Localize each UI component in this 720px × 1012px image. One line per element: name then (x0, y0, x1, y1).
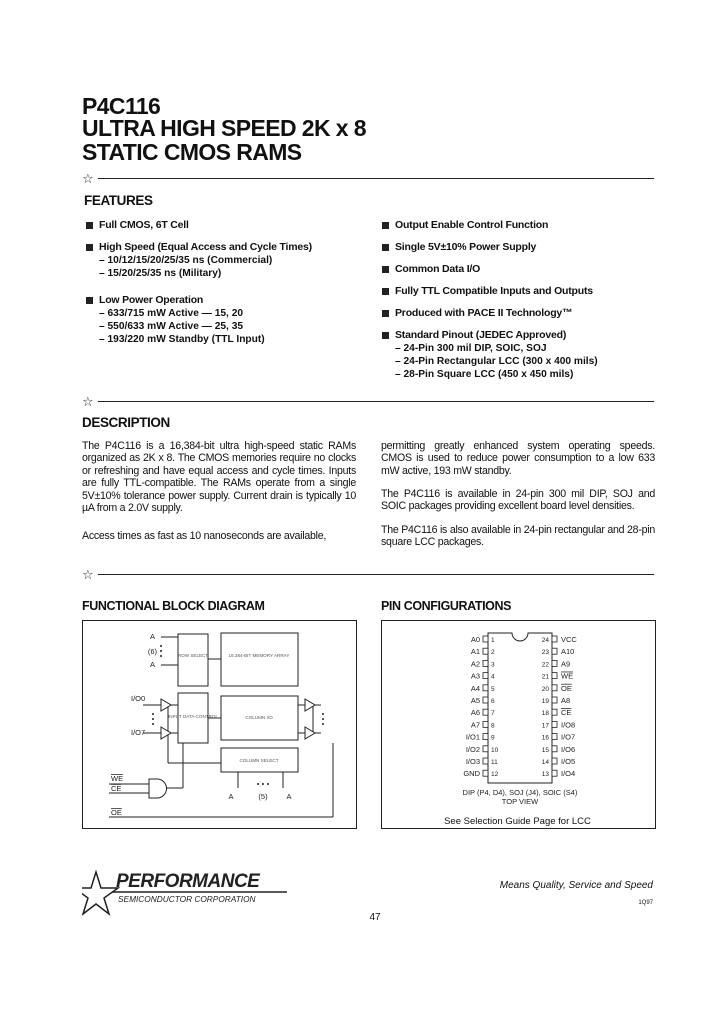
pin-name: I/O2 (465, 744, 480, 754)
pin-number: 14 (541, 759, 549, 766)
bullet-icon (382, 266, 389, 273)
logo-subtext: SEMICONDUCTOR CORPORATION (118, 894, 256, 904)
description-left-p1: The P4C116 is a 16,384-bit ultra high-speed static RAMs organized as 2K x 8. The CMOS memories require no clocks or refreshing and have equal access and cycle times. Inputs are fully TTL-compatible. The RAMs operate from a single 5V±10% tolerance power supply. Current drain is typically 10 µA from a 2.0V supply. (82, 440, 356, 515)
ce-label: CE (111, 784, 122, 793)
description-heading: DESCRIPTION (82, 415, 170, 430)
bullet-icon (86, 297, 93, 304)
pin-name: A10 (561, 647, 575, 657)
pin-number: 8 (491, 722, 495, 730)
bullet-icon (382, 310, 389, 317)
pin-name: I/O8 (561, 720, 576, 730)
pin-name: I/O3 (465, 757, 480, 766)
pin-stub (552, 685, 557, 691)
bullet-icon (382, 332, 389, 339)
pin-number: 1 (491, 637, 495, 644)
lcc-note: See Selection Guide Page for LCC (444, 816, 591, 827)
row-select-block (178, 634, 208, 686)
io7-label: I/O7 (131, 728, 146, 737)
feature-label: Produced with PACE II Technology™ (395, 307, 573, 319)
pin-stub (483, 746, 488, 752)
pin-name: A1 (470, 647, 480, 657)
pin-name: A3 (470, 671, 480, 681)
pin-stub (552, 746, 557, 752)
logo-text: PERFORMANCE (116, 871, 260, 892)
io0-label: I/O0 (131, 694, 146, 703)
input-buffer-icon (161, 727, 171, 739)
description-right-p2: The P4C116 is available in 24-pin 300 mil DIP, SOJ and SOIC packages providing excellent board level densities. (381, 488, 655, 513)
pin-name: A8 (561, 696, 571, 705)
addr-label-bottom: A (149, 660, 155, 669)
description-right-p3: The P4C116 is also available in 24-pin rectangular and 28-pin square LCC packages. (381, 524, 655, 549)
pin-stub (483, 734, 488, 740)
pin-name: GND (463, 769, 480, 779)
pin-number: 11 (491, 759, 498, 766)
pin-name: A2 (470, 659, 480, 669)
feature-item (84, 294, 374, 346)
pin-stub (483, 697, 488, 703)
we-label: WE (111, 774, 124, 783)
feature-sub: – 193/220 mW Standby (TTL Input) (99, 334, 265, 345)
doc-code: 1Q97 (638, 900, 653, 906)
feature-label: Fully TTL Compatible Inputs and Outputs (395, 285, 593, 297)
pin-name: A4 (470, 683, 480, 693)
pin-number: 20 (541, 685, 549, 693)
pin-stub (552, 648, 557, 654)
pin-number: 13 (541, 771, 549, 779)
pin-number: 10 (491, 746, 499, 754)
memory-array-block (221, 633, 298, 686)
feature-item (380, 241, 680, 254)
star-icon: ☆ (82, 394, 94, 409)
pin-number: 7 (491, 710, 495, 718)
pin-number: 6 (491, 698, 495, 705)
pin-config (381, 620, 656, 829)
feature-item (380, 307, 680, 320)
part-number: P4C116 (82, 93, 161, 119)
feature-item (380, 285, 680, 298)
pin-number: 12 (491, 771, 499, 779)
pin-name: I/O1 (465, 732, 480, 742)
features-heading: FEATURES (84, 193, 153, 208)
feature-label: Output Enable Control Function (395, 219, 549, 231)
feature-sub: – 15/20/25/35 ns (Military) (99, 268, 222, 279)
pin-stub (483, 758, 488, 764)
memory-array-label: 16,384-BIT MEMORY ARRAY (228, 653, 290, 658)
feature-item (84, 241, 374, 280)
pin-stub (552, 660, 557, 666)
feature-label: Common Data I/O (395, 263, 481, 275)
pin-stub (552, 636, 557, 642)
bullet-icon (86, 222, 93, 229)
block-diagram (82, 620, 357, 829)
pin-name: I/O4 (561, 769, 576, 779)
pin-name: A5 (470, 696, 480, 705)
feature-item (380, 263, 680, 276)
pin-name: I/O6 (561, 744, 576, 754)
bullet-icon (382, 288, 389, 295)
description-right-p1: permitting greatly enhanced system operating speeds. CMOS is used to reduce power consumption to a low 633 mW active, 193 mW standby. (381, 440, 655, 477)
pin-name: I/O5 (561, 757, 576, 766)
pin-number: 15 (541, 746, 549, 754)
logo-star-icon (82, 872, 118, 914)
pin-name: I/O7 (561, 732, 576, 742)
pin-stub (483, 673, 488, 679)
oe-label: OE (111, 808, 122, 817)
pin-number: 18 (541, 710, 549, 718)
company-logo (82, 868, 292, 918)
divider (98, 401, 654, 402)
pin-number: 4 (491, 673, 495, 681)
divider (98, 574, 654, 575)
pin-stub (483, 648, 488, 654)
pin-number: 19 (541, 698, 549, 705)
pin-number: 2 (491, 649, 495, 657)
page-number: 47 (369, 912, 381, 923)
feature-label: Standard Pinout (JEDEC Approved) (395, 329, 567, 341)
pin-number: 9 (491, 734, 495, 742)
feature-label: High Speed (Equal Access and Cycle Times) (99, 241, 312, 253)
pin-stub (552, 721, 557, 727)
col-addr-label-right: A (286, 792, 292, 801)
pin-name: A6 (470, 708, 480, 718)
feature-sub: – 10/12/15/20/25/35 ns (Commercial) (99, 255, 273, 266)
feature-label: Full CMOS, 6T Cell (99, 219, 189, 231)
pin-stub (483, 721, 488, 727)
pin-stub (483, 709, 488, 715)
row-count: (6) (147, 647, 157, 656)
pin-name: A9 (561, 659, 571, 669)
column-select-label: COLUMN SELECT (239, 758, 279, 763)
feature-sub: – 24-Pin 300 mil DIP, SOIC, SOJ (395, 343, 547, 354)
pin-stub (552, 673, 557, 679)
pin-number: 23 (541, 649, 549, 657)
pin-name: WE (561, 671, 574, 681)
feature-sub: – 28-Pin Square LCC (450 x 450 mils) (395, 369, 574, 380)
addr-label-top: A (149, 632, 155, 641)
package-line: DIP (P4, D4), SOJ (J4), SOIC (S4) (462, 788, 578, 797)
feature-item (380, 219, 680, 232)
divider (98, 178, 654, 179)
feature-sub: – 633/715 mW Active — 15, 20 (99, 308, 244, 319)
pin-stub (552, 709, 557, 715)
pin-stub (483, 636, 488, 642)
row-select-label: ROW SELECT (177, 653, 209, 658)
tagline: Means Quality, Service and Speed (499, 880, 653, 891)
title-line-2: STATIC CMOS RAMS (82, 139, 302, 165)
pin-stub (483, 685, 488, 691)
pin-name: CE (561, 708, 572, 718)
feature-sub: – 24-Pin Rectangular LCC (300 x 400 mils) (395, 356, 598, 367)
pin-number: 24 (541, 637, 549, 644)
title-line-1: ULTRA HIGH SPEED 2K x 8 (82, 115, 366, 141)
feature-label: Single 5V±10% Power Supply (395, 241, 537, 253)
bullet-icon (382, 222, 389, 229)
pin-stub (483, 770, 488, 776)
star-icon: ☆ (82, 171, 94, 186)
bullet-icon (382, 244, 389, 251)
pin-name: A0 (470, 635, 480, 644)
input-buffer-icon (161, 699, 171, 711)
pin-config-heading: PIN CONFIGURATIONS (381, 599, 512, 613)
pin-name: A7 (470, 720, 480, 730)
pin-stub (552, 697, 557, 703)
and-gate-icon (149, 779, 167, 798)
pin-number: 5 (491, 685, 495, 693)
pin-number: 22 (541, 661, 549, 669)
pin-name: OE (561, 683, 572, 693)
feature-sub: – 550/633 mW Active — 25, 35 (99, 321, 244, 332)
feature-item (84, 219, 374, 232)
col-addr-label-left: A (228, 792, 234, 801)
pin-stub (552, 734, 557, 740)
pin-number: 16 (541, 734, 549, 742)
feature-label: Low Power Operation (99, 294, 204, 306)
top-view: TOP VIEW (501, 797, 539, 806)
pin-number: 21 (541, 673, 549, 681)
col-count: (5) (258, 792, 268, 801)
star-icon: ☆ (82, 567, 94, 582)
block-diagram-heading: FUNCTIONAL BLOCK DIAGRAM (82, 599, 265, 613)
pin-stub (552, 770, 557, 776)
description-left-p2: Access times as fast as 10 nanoseconds are available, (82, 530, 327, 542)
pin-name: VCC (561, 635, 577, 644)
feature-item (380, 329, 680, 381)
pin-number: 3 (491, 661, 495, 669)
pin-number: 17 (541, 722, 549, 730)
column-io-label: COLUMN I/O (245, 715, 273, 720)
bullet-icon (86, 244, 93, 251)
input-data-control-label: INPUT DATA CONTROL (167, 714, 219, 719)
pin-stub (552, 758, 557, 764)
pin-stub (483, 660, 488, 666)
